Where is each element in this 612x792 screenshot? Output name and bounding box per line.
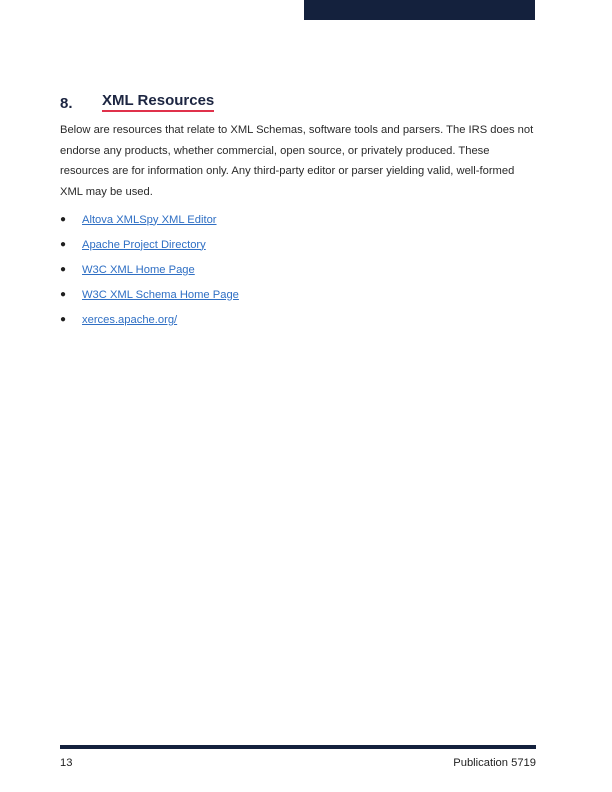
resource-link-list: [60, 207, 536, 332]
link-altova-xmlspy[interactable]: Altova XMLSpy XML Editor: [82, 213, 217, 226]
header-bar: [304, 0, 535, 20]
publication-label: Publication 5719: [453, 757, 536, 769]
xml-resources-section: [60, 90, 536, 332]
bullet-icon: ●: [60, 239, 67, 250]
list-item: [60, 257, 536, 282]
list-item: [60, 232, 536, 257]
bullet-icon: ●: [60, 314, 67, 325]
link-xerces-apache[interactable]: xerces.apache.org/: [82, 313, 178, 326]
page-number: 13: [60, 757, 73, 769]
link-w3c-xml-home[interactable]: W3C XML Home Page: [82, 263, 195, 276]
list-item: [60, 307, 536, 332]
section-intro-paragraph: Below are resources that relate to XML Schemas, software tools and parsers. The IRS does not endorse any products, whether commercial, open source, or privately produced. These resources are for information only. Any third-party editor or parser yielding valid, well-formed XML may be used.: [60, 124, 534, 198]
list-item: [60, 282, 536, 307]
list-item: [60, 207, 536, 232]
bullet-icon: ●: [60, 264, 67, 275]
link-w3c-xml-schema-home[interactable]: W3C XML Schema Home Page: [82, 288, 239, 301]
link-apache-project-directory[interactable]: Apache Project Directory: [82, 238, 206, 251]
page-footer: [60, 757, 536, 769]
bullet-icon: ●: [60, 214, 67, 225]
section-title: XML Resources: [102, 92, 214, 112]
section-number: 8.: [60, 95, 73, 112]
bullet-icon: ●: [60, 289, 67, 300]
footer-divider: [60, 745, 536, 749]
section-heading: [60, 90, 536, 112]
